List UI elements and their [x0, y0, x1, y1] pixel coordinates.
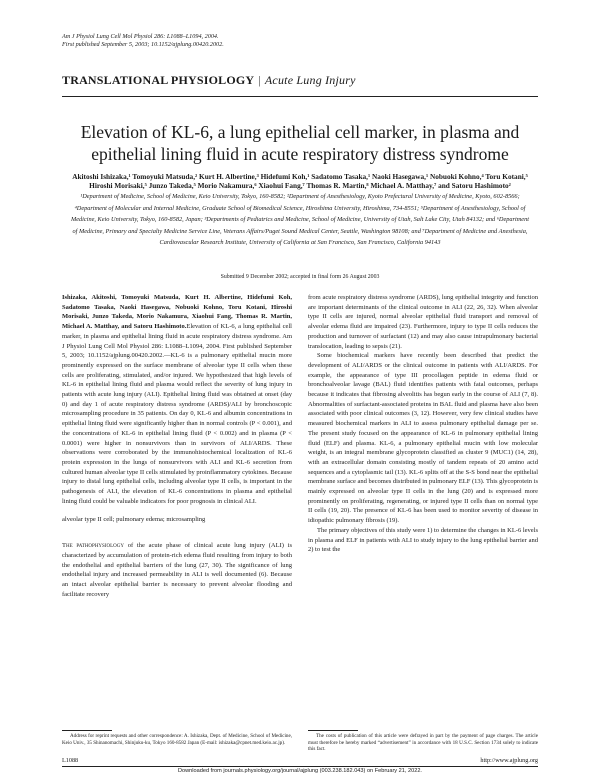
running-header [62, 33, 224, 49]
section-rule [62, 96, 538, 97]
affiliations: ¹Department of Medicine, School of Medicine, Keio University, Tokyo, 160-8582; ²Department of Anesthesiology, Kyoto Prefectural University of Medicine, Kyoto, 602-8566; ⁴Department of Molecular and Internal Medicine, Graduate School of Biomedical Science, Hiroshima University, Hiroshima, 734-8551; ⁵Department of Anesthesiology, School of Medicine, Keio University, Tokyo, 160-8582, Japan; ³Departments of Pediatrics and Medicine, School of Medicine, University of Utah, Salt Lake City, Utah 84132; and ⁶Department of Medicine, Primary and Specialty Medicine Service Line, Veterans Affairs/Puget Sound Medical Center, Seattle, Washington 98108; and ⁷Department of Medicine and Anesthesia, Cardiovascular Research Institute, University of California at San Francisco, San Francisco, California 94143 [70, 193, 529, 247]
journal-citation: Am J Physiol Lung Cell Mol Physiol 286: L1088–L1094, 2004. [62, 33, 219, 40]
left-column [62, 293, 292, 599]
section-name: TRANSLATIONAL PHYSIOLOGY [62, 73, 255, 87]
body-paragraph: from acute respiratory distress syndrome (ARDS), lung epithelial integrity and function are important determinants of the clinical outcome in ALI (22, 26, 32). When alveolar type II cells are injured, normal alveolar epithelial fluid transport and removal of alveolar edema fluid are impaired (23). Furthermore, injury to type II cells reduces the production and turnover of surfactant (12) and may also cause intrapulmonary bacterial translocation, leading to sepsis (21). [308, 294, 538, 350]
footnote-rule [308, 730, 358, 731]
body-paragraph: The primary objectives of this study were 1) to determine the changes in KL-6 levels in plasma and ELF in patients with ALI to study injury to the lung epithelial barrier and 2) to test the [308, 526, 538, 554]
footer-rule [62, 766, 538, 767]
intro-lead: The pathophysiology [62, 542, 124, 550]
abstract-text: Elevation of KL-6, a lung epithelial cell marker, in plasma and epithelial lining fluid in acute respiratory distress syndrome. Am J Physiol Lung Cell Mol Physiol 286: L1088–L1094, 2004. First published September 5, 2003; 10.1152/ajplung.00420.2002.—KL-6 is a pulmonary epithelial mucin more prominently expressed on the surface membrane of alveolar type II cells when these cells are proliferating, stimulated, and/or injured. We hypothesized that high levels of KL-6 in epithelial lining fluid and plasma would reflect the severity of lung injury in patients with acute lung injury (ALI). Epithelial lining fluid was obtained at onset (day 0) and day 1 of acute respiratory distress syndrome (ARDS)/ALI by bronchoscopic microsampling procedure in 35 patients. On day 0, KL-6 and albumin concentrations in epithelial lining fluid were significantly higher than in normal controls (P < 0.001), and the concentrations of KL-6 in epithelial lining fluid (P < 0.002) and in plasma (P < 0.0001) were higher in nonsurvivors than in survivors of ALI/ARDS. These observations were corroborated by the immunohistochemical localization of KL-6 protein expression in the lungs of nonsurvivors with ALI and KL-6 secretion from cultured human alveolar type II cells stimulated by proinflammatory cytokines. Because injury to distal lung epithelial cells, including alveolar type II cells, is important in the pathogenesis of ALI, the elevation of KL-6 concentrations in plasma and epithelial lining fluid could be valuable indicators for poor prognosis in clinical ALI. [62, 323, 292, 505]
section-heading [62, 73, 356, 88]
right-column [308, 293, 538, 555]
article-title: Elevation of KL-6, a lung epithelial cell marker, in plasma and epithelial lining fluid in acute respiratory distress syndrome [80, 122, 520, 164]
abstract [62, 293, 292, 506]
intro-text: of the acute phase of clinical acute lung injury (ALI) is characterized by accumulation of protein-rich edema fluid resulting from injury to both the endothelial and epithelial barriers of the lung (27, 30). The significance of lung endothelial injury and increased permeability in ALI is well documented (6). Because an intact alveolar epithelial barrier is necessary to prevent alveolar flooding and facilitate recovery [62, 542, 293, 598]
correspondence-footnote: Address for reprint requests and other correspondence: A. Ishizaka, Dept. of Medicine, School of Medicine, Keio Univ., 35 Shinanomachi, Shinjuku-ku, Tokyo 160-8582 Japan (E-mail: ishizaka@cpnet.med.keio.ac.jp). [62, 733, 292, 746]
journal-url[interactable]: http://www.ajplung.org [480, 757, 538, 764]
section-topic: Acute Lung Injury [264, 73, 356, 87]
costs-footnote: The costs of publication of this article were defrayed in part by the payment of page charges. The article must therefore be hereby marked “advertisement” in accordance with 18 U.S.C. Section 1734 solely to indicate this fact. [308, 733, 538, 753]
section-separator: | [258, 73, 261, 87]
intro-paragraph [62, 541, 292, 599]
submission-dates: Submitted 9 December 2002; accepted in final form 26 August 2003 [220, 274, 380, 280]
keywords: alveolar type II cell; pulmonary edema; microsampling [62, 516, 206, 524]
publication-note: First published September 5, 2003; 10.1152/ajplung.00420.2002. [62, 41, 224, 48]
footnote-rule [62, 730, 112, 731]
abstract-authors: Ishizaka, Akitoshi, Tomoyuki Matsuda, Kurt H. Albertine, Hidefumi Koh, Sadatomo Tasaka, Naoki Hasegawa, Nobuoki Kohno, Toru Kotani, Hiroshi Morisaki, Junzo Takeda, Morio Nakamura, Xiaohui Fang, Thomas R. Martin, Michael A. Matthay, and Satoru Hashimoto. [62, 294, 292, 331]
page-number: L1088 [62, 757, 79, 764]
download-notice: Downloaded from journals.physiology.org/journal/ajplung (003.238.182.043) on February 21, 2022. [177, 768, 422, 774]
author-list: Akitoshi Ishizaka,¹ Tomoyuki Matsuda,² Kurt H. Albertine,³ Hidefumi Koh,¹ Sadatomo Tasaka,¹ Naoki Hasegawa,¹ Nobuoki Kohno,⁴ Toru Kotani,⁵ Hiroshi Morisaki,⁵ Junzo Takeda,⁵ Morio Nakamura,⁶ Xiaohui Fang,⁷ Thomas R. Martin,⁸ Michael A. Matthay,⁷ and Satoru Hashimoto² [72, 172, 528, 191]
body-paragraph: Some biochemical markers have recently been described that predict the development of ALI/ARDS or the clinical outcome in patients with ALI/ARDS. For example, the appearance of type III procollagen peptide in edema fluid or bronchoalveolar lavage (BAL) fluid identifies patients with fatal outcomes, perhaps because it indicates that fibrosing alveolitis has begun early in the course of ALI (7, 8). Abnormalities of surfactant-associated proteins in BAL fluid and plasma have also been associated with poor clinical outcomes (3, 12). However, very few clinical studies have measured biochemical markers in ALI to assess pulmonary epithelial damage per se. The present study focused on the appearance of KL-6 in pulmonary epithelial lining fluid (ELF) and plasma. KL-6, a pulmonary epithelial mucin with low molecular weight, is an integral membrane glycoprotein classified as cluster 9 (MUC1) (14, 28), with an extracellular domain consisting mostly of tandem repeats of 20 amino acid sequences and a cytoplasmic tail (13). KL-6 splits off at the S-S bond near the epithelial membrane surface and becomes distributed in pulmonary ELF (13). This glycoprotein is mainly expressed on alveolar type II cells in the lung (20) and is expressed more prominently on proliferating, regenerating, or injured type II cells than on normal type II cells (19, 20). The presence of KL-6 has been used to monitor severity of disease in idiopathic pulmonary fibrosis (19). [308, 352, 538, 525]
